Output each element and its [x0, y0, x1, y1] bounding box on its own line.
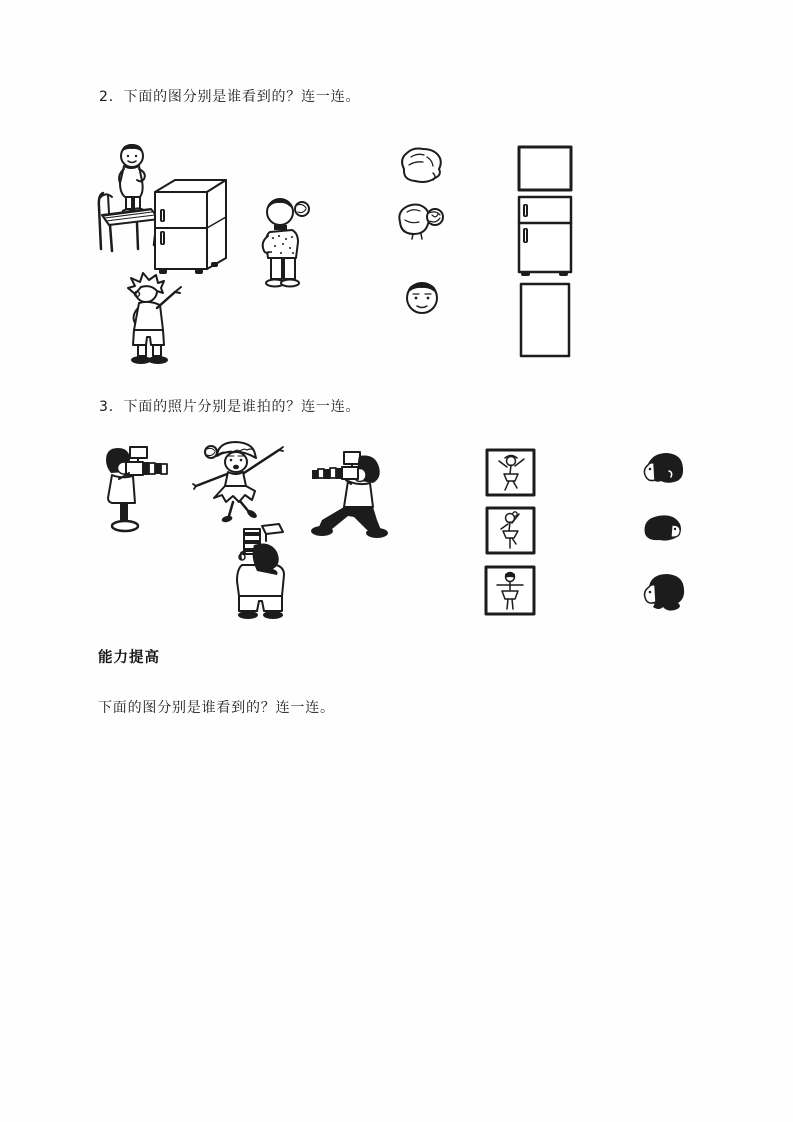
- refrigerator-3d-figure: [151, 176, 229, 278]
- fridge-front-view-doors-figure: [516, 195, 574, 277]
- head-profile-boy-facing-left-figure: [639, 451, 689, 491]
- ability-section-prompt: 下面的图分别是谁看到的？连一连。: [98, 700, 335, 716]
- question2-heading: 2．下面的图分别是谁看到的？连一连。: [99, 89, 361, 105]
- girl-back-view-figure: [259, 196, 311, 289]
- head-back-view-pigtail-figure: [395, 202, 445, 242]
- dancer-girl-figure: [192, 439, 285, 529]
- boy-pointing-figure: [123, 272, 185, 367]
- girl-photographer-facing-right-figure: [101, 445, 169, 533]
- photographer-back-view-figure: [227, 523, 294, 620]
- fridge-side-view-rectangle-figure: [518, 281, 573, 359]
- face-front-view-figure: [402, 279, 442, 316]
- head-profile-girl-facing-left-figure: [637, 571, 689, 615]
- question3-heading: 3．下面的照片分别是谁拍的？连一连。: [99, 399, 361, 415]
- ability-section-heading: 能力提高: [98, 650, 160, 666]
- fridge-top-view-square-figure: [516, 144, 574, 193]
- photo-dancer-front-view-figure: [485, 448, 537, 498]
- photo-dancer-back-view-figure: [484, 565, 537, 617]
- photo-dancer-side-view-figure: [485, 506, 537, 556]
- head-profile-girl-facing-right-figure: [641, 513, 686, 546]
- boy-photographer-facing-left-figure: [307, 450, 394, 541]
- head-top-view-figure: [397, 147, 445, 187]
